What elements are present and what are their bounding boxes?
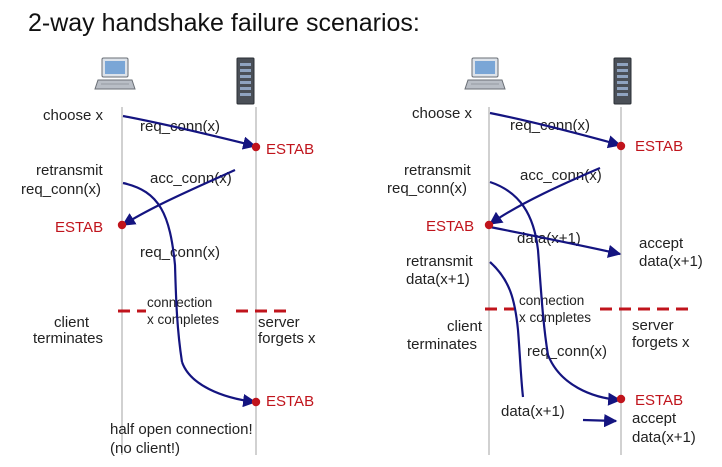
data-delayed-arrow — [583, 420, 616, 421]
client-label: client — [54, 314, 90, 331]
x-completes-label: x completes — [147, 312, 220, 327]
laptop-icon — [95, 58, 135, 89]
server-estab-dot — [252, 143, 260, 151]
server-label: server — [632, 317, 674, 334]
server-estab-2-label: ESTAB — [266, 393, 315, 410]
client-estab-dot — [118, 221, 126, 229]
half-open-label: half open connection! — [110, 421, 253, 438]
req-conn-delayed-arrow — [182, 362, 255, 402]
terminates-label: terminates — [407, 336, 478, 353]
server-estab-dot — [617, 142, 625, 150]
data-label: data(x+1) — [517, 230, 581, 247]
accept-data-2-label: data(x+1) — [632, 429, 696, 446]
server-tower-icon — [614, 58, 631, 104]
left-scenario — [21, 58, 316, 457]
page-title: 2-way handshake failure scenarios: — [28, 9, 420, 37]
client-label: client — [447, 318, 483, 335]
client-estab-dot — [485, 221, 493, 229]
client-estab-label: ESTAB — [426, 218, 475, 235]
x-completes-label: x completes — [519, 310, 592, 325]
forgets-x-label: forgets x — [258, 330, 316, 347]
acc-conn-label: acc_conn(x) — [520, 167, 602, 184]
connection-label: connection — [519, 293, 585, 308]
laptop-icon — [465, 58, 505, 89]
retransmit-data-arrow — [490, 262, 523, 397]
choose-x-label: choose x — [412, 105, 473, 122]
server-estab-label: ESTAB — [635, 138, 684, 155]
req-conn-retx-label: req_conn(x) — [140, 244, 221, 261]
choose-x-label: choose x — [43, 107, 104, 124]
retransmit-req-label: req_conn(x) — [21, 181, 102, 198]
server-tower-icon — [237, 58, 254, 104]
server-estab-2-dot — [617, 395, 625, 403]
server-label: server — [258, 314, 300, 331]
retransmit-req-label: req_conn(x) — [387, 180, 468, 197]
server-estab-2-dot — [252, 398, 260, 406]
acc-conn-label: acc_conn(x) — [150, 170, 232, 187]
req-conn-label: req_conn(x) — [140, 118, 221, 135]
server-estab-label: ESTAB — [266, 141, 315, 158]
terminates-label: terminates — [33, 330, 104, 347]
retransmit-label: retransmit — [404, 162, 471, 179]
req-conn-label: req_conn(x) — [510, 117, 591, 134]
right-scenario — [387, 58, 703, 455]
server-estab-2-label: ESTAB — [635, 392, 684, 409]
accept-data-label: data(x+1) — [639, 253, 703, 270]
data-retx-label: data(x+1) — [501, 403, 565, 420]
client-estab-label: ESTAB — [55, 219, 104, 236]
accept-2-label: accept — [632, 410, 677, 427]
retransmit-label: retransmit — [36, 162, 103, 179]
connection-label: connection — [147, 295, 213, 310]
no-client-label: (no client!) — [110, 440, 181, 457]
retransmit-data-label: retransmit — [406, 253, 473, 270]
retransmit-data-value-label: data(x+1) — [406, 271, 470, 288]
forgets-x-label: forgets x — [632, 334, 690, 351]
req-conn-delayed-arrow — [548, 355, 620, 400]
accept-label: accept — [639, 235, 684, 252]
req-conn-retx-label: req_conn(x) — [527, 343, 608, 360]
